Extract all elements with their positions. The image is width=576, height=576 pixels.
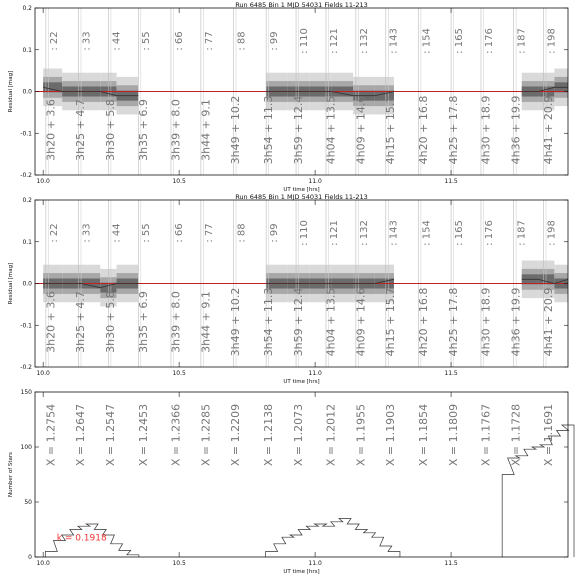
y-tick-label: -0.1 bbox=[20, 130, 32, 138]
residual-panel-middle bbox=[8, 193, 568, 385]
airmass-label: X = 1.2073 bbox=[291, 403, 305, 467]
field-number-label: : 66 bbox=[173, 31, 185, 51]
ra-dec-label: 3h30 + 5.8 bbox=[104, 99, 118, 161]
y-tick-label: 0.0 bbox=[22, 280, 32, 288]
y-axis-label: Residual [mag] bbox=[8, 70, 14, 113]
ra-dec-label: 3h54 + 11.3 bbox=[261, 95, 275, 165]
x-tick-label: 11.0 bbox=[308, 178, 322, 185]
x-tick-label: 10.0 bbox=[36, 370, 50, 377]
y-tick-label: -0.1 bbox=[20, 322, 32, 330]
ra-dec-label: 4h41 + 20.9 bbox=[541, 95, 555, 165]
x-tick-label: 10.0 bbox=[36, 560, 50, 567]
x-axis-label: UT time [hrs] bbox=[283, 379, 320, 385]
x-tick-label: 11.5 bbox=[444, 178, 458, 185]
field-number-label: : 99 bbox=[269, 31, 281, 51]
ra-dec-label: 3h44 + 9.1 bbox=[199, 291, 213, 353]
ra-dec-label: 4h04 + 13.5 bbox=[324, 287, 338, 357]
field-number-label: : 176 bbox=[483, 220, 495, 246]
ra-dec-label: 4h36 + 19.9 bbox=[509, 287, 523, 357]
airmass-label: X = 1.1903 bbox=[384, 403, 398, 467]
y-tick-label: -0.2 bbox=[20, 364, 32, 371]
ra-dec-label: 3h59 + 12.4 bbox=[291, 287, 305, 357]
y-tick-label: 0.1 bbox=[22, 238, 32, 246]
ra-dec-label: 3h59 + 12.4 bbox=[291, 95, 305, 165]
field-number-label: : 132 bbox=[358, 28, 370, 54]
x-tick-label: 11.0 bbox=[308, 370, 322, 377]
ra-dec-label: 4h15 + 15.7 bbox=[384, 287, 398, 357]
field-number-label: : 121 bbox=[328, 28, 340, 54]
ra-dec-label: 3h44 + 9.1 bbox=[199, 99, 213, 161]
ra-dec-label: 4h25 + 17.8 bbox=[446, 95, 460, 165]
ra-dec-label: 4h15 + 15.7 bbox=[384, 95, 398, 165]
field-number-label: : 55 bbox=[141, 223, 153, 243]
field-number-label: : 110 bbox=[298, 28, 310, 54]
y-axis-label: Number of Stars bbox=[8, 451, 14, 498]
airmass-label: X = 1.1854 bbox=[416, 403, 430, 467]
x-tick-label: 11.5 bbox=[444, 370, 458, 377]
field-number-label: : 176 bbox=[483, 28, 495, 54]
field-number-label: : 198 bbox=[546, 28, 558, 54]
airmass-label: X = 1.1955 bbox=[354, 403, 368, 467]
field-number-label: : 165 bbox=[453, 28, 465, 54]
x-tick-label: 10.5 bbox=[172, 178, 186, 185]
field-number-label: : 198 bbox=[546, 220, 558, 246]
airmass-label: X = 1.1809 bbox=[446, 403, 460, 467]
field-number-label: : 77 bbox=[203, 223, 215, 243]
field-number-label: : 143 bbox=[388, 28, 400, 54]
field-number-label: : 154 bbox=[421, 220, 433, 246]
y-tick-label: 0.0 bbox=[22, 88, 32, 96]
field-number-label: : 187 bbox=[516, 220, 528, 246]
x-tick-label: 11.5 bbox=[444, 560, 458, 567]
extinction-k-label: k = 0.1918 bbox=[56, 533, 107, 544]
airmass-label: X = 1.2285 bbox=[199, 403, 213, 467]
x-axis-label: UT time [hrs] bbox=[283, 187, 320, 193]
ra-dec-label: 3h39 + 8.0 bbox=[169, 99, 183, 161]
field-number-label: : 88 bbox=[236, 223, 248, 243]
y-tick-label: 0.2 bbox=[22, 5, 32, 12]
y-tick-label: 0 bbox=[28, 554, 32, 561]
field-number-label: : 77 bbox=[203, 31, 215, 51]
field-number-label: : 33 bbox=[81, 31, 93, 51]
x-axis-label: UT time [hrs] bbox=[283, 569, 320, 575]
ra-dec-label: 3h30 + 5.8 bbox=[104, 291, 118, 353]
field-number-label: : 33 bbox=[81, 223, 93, 243]
ra-dec-label: 3h20 + 3.6 bbox=[44, 291, 58, 353]
ra-dec-label: 3h35 + 6.9 bbox=[136, 291, 150, 353]
airmass-label: X = 1.2012 bbox=[324, 403, 338, 467]
airmass-label: X = 1.2366 bbox=[169, 403, 183, 467]
airmass-label: X = 1.2647 bbox=[74, 403, 88, 467]
x-tick-label: 11.0 bbox=[308, 560, 322, 567]
ra-dec-label: 4h30 + 18.9 bbox=[479, 287, 493, 357]
field-number-label: : 154 bbox=[421, 28, 433, 54]
ra-dec-label: 3h25 + 4.7 bbox=[74, 99, 88, 161]
field-number-label: : 99 bbox=[269, 223, 281, 243]
field-number-label: : 22 bbox=[48, 223, 60, 243]
field-number-label: : 110 bbox=[298, 220, 310, 246]
y-tick-label: 0.2 bbox=[22, 197, 32, 204]
field-number-label: : 44 bbox=[111, 31, 123, 51]
airmass-label: X = 1.2453 bbox=[136, 403, 150, 467]
y-tick-label: 50 bbox=[24, 499, 32, 506]
field-number-label: : 22 bbox=[48, 31, 60, 51]
airmass-label: X = 1.1767 bbox=[479, 403, 493, 467]
field-number-label: : 165 bbox=[453, 220, 465, 246]
ra-dec-label: 3h49 + 10.2 bbox=[229, 95, 243, 165]
ra-dec-label: 4h25 + 17.8 bbox=[446, 287, 460, 357]
x-tick-label: 10.5 bbox=[172, 560, 186, 567]
field-number-label: : 88 bbox=[236, 31, 248, 51]
ra-dec-label: 3h54 + 11.3 bbox=[261, 287, 275, 357]
airmass-label: X = 1.2754 bbox=[44, 403, 58, 467]
airmass-label: X = 1.1691 bbox=[541, 403, 555, 467]
field-number-label: : 121 bbox=[328, 220, 340, 246]
airmass-label: X = 1.1728 bbox=[509, 403, 523, 467]
ra-dec-label: 4h09 + 14.6 bbox=[354, 287, 368, 357]
airmass-label: X = 1.2138 bbox=[261, 403, 275, 467]
star-count-histogram bbox=[45, 425, 574, 557]
airmass-label: X = 1.2547 bbox=[104, 403, 118, 467]
y-tick-label: 100 bbox=[20, 444, 32, 451]
ra-dec-label: 3h20 + 3.6 bbox=[44, 99, 58, 161]
field-number-label: : 55 bbox=[141, 31, 153, 51]
airmass-label: X = 1.2209 bbox=[229, 403, 243, 467]
ra-dec-label: 4h20 + 16.8 bbox=[416, 95, 430, 165]
ra-dec-label: 4h04 + 13.5 bbox=[324, 95, 338, 165]
y-axis-label: Residual [mag] bbox=[8, 262, 14, 305]
ra-dec-label: 3h49 + 10.2 bbox=[229, 287, 243, 357]
chart-title: Run 6485 Bin 1 MJD 54031 Fields 11-213 bbox=[235, 1, 368, 9]
field-number-label: : 132 bbox=[358, 220, 370, 246]
y-tick-label: 150 bbox=[20, 389, 32, 396]
field-number-label: : 187 bbox=[516, 28, 528, 54]
y-tick-label: -0.2 bbox=[20, 172, 32, 179]
ra-dec-label: 4h41 + 20.9 bbox=[541, 287, 555, 357]
ra-dec-label: 3h25 + 4.7 bbox=[74, 291, 88, 353]
chart-title: Run 6485 Bin 1 MJD 54031 Fields 11-213 bbox=[235, 193, 368, 201]
ra-dec-label: 4h09 + 14.6 bbox=[354, 95, 368, 165]
star-count-panel bbox=[8, 389, 574, 575]
ra-dec-label: 4h30 + 18.9 bbox=[479, 95, 493, 165]
ra-dec-label: 4h20 + 16.8 bbox=[416, 287, 430, 357]
residual-panel-top bbox=[8, 1, 568, 193]
x-tick-label: 10.0 bbox=[36, 178, 50, 185]
ra-dec-label: 4h36 + 19.9 bbox=[509, 95, 523, 165]
field-number-label: : 66 bbox=[173, 223, 185, 243]
ra-dec-label: 3h39 + 8.0 bbox=[169, 291, 183, 353]
x-tick-label: 10.5 bbox=[172, 370, 186, 377]
field-number-label: : 143 bbox=[388, 220, 400, 246]
y-tick-label: 0.1 bbox=[22, 46, 32, 54]
ra-dec-label: 3h35 + 6.9 bbox=[136, 99, 150, 161]
field-number-label: : 44 bbox=[111, 223, 123, 243]
